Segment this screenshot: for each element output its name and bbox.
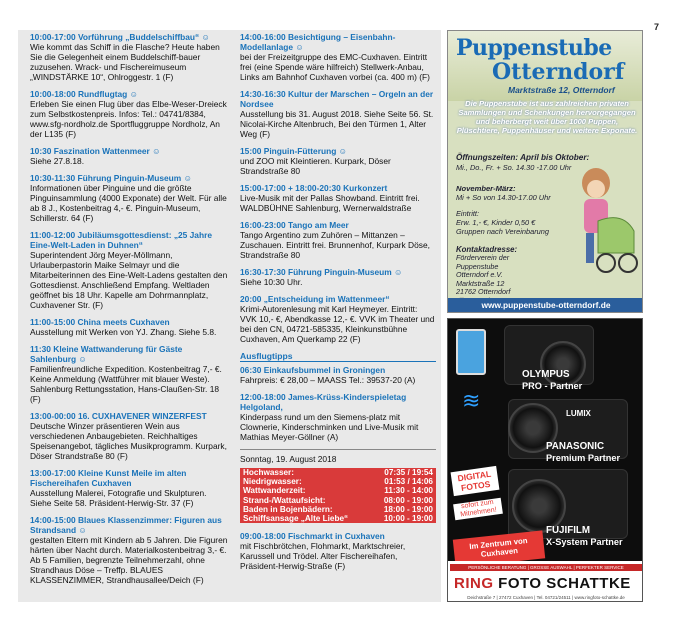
event-title: 09:00-18:00 Fischmarkt in Cuxhaven xyxy=(240,531,385,542)
event-title: 20:00 „Entscheidung im Wattenmeer“ xyxy=(240,294,390,304)
event-body: Live-Musik mit der Pallas Showband. Eintritt frei. WALDBÜHNE Sahlenburg, Wernerwaldstraße xyxy=(240,193,420,213)
event-title: 16:30-17:30 Führung Pinguin-Museum ☺ xyxy=(240,267,403,277)
event-body: Ausstellung bis 31. August 2018. Siehe Seite 56. St. Nicolai-Kirche Altenbruch, Bei den Türmen 1, Alter Weg (F) xyxy=(240,109,434,139)
event-item xyxy=(30,344,230,404)
event-item xyxy=(30,173,230,223)
event-title: 13:00-00:00 16. CUXHAVENER WINZERFEST xyxy=(30,411,207,421)
event-body: Kinderpass rund um den Siemens-platz mit Clownerie, Kinderschminken und Live-Musik mit Mathias Meyer-Göllner (A) xyxy=(240,412,419,442)
tide-table xyxy=(240,468,436,523)
partner-olympus: PRO - Partner xyxy=(522,381,583,391)
ad-title-town: Otterndorf xyxy=(492,59,625,85)
tide-label: Niedrigwasser: xyxy=(240,477,371,486)
event-body: Tango Argentino zum Zuhören – Mittanzen – Zuschauen. Eintritt frei. Brunnenhof, Kurpark Döse, Strandstraße 80 xyxy=(240,230,430,260)
brand-panasonic: PANASONIC xyxy=(546,441,605,452)
event-item xyxy=(240,220,436,260)
event-item xyxy=(30,317,230,337)
ad-admission-line: Erw. 1,- €, Kinder 0,50 € xyxy=(456,218,536,227)
tide-label: Wattwanderzeit: xyxy=(240,486,371,495)
page-number: 7 xyxy=(654,22,660,32)
sunday-date: Sonntag, 19. August 2018 xyxy=(240,449,436,464)
logo-part: RING xyxy=(454,575,494,592)
event-item xyxy=(30,89,230,139)
ringfoto-logo xyxy=(454,575,631,592)
ad-title: Puppenstube xyxy=(456,35,612,61)
event-body: Siehe 27.8.18. xyxy=(30,156,85,166)
event-item xyxy=(240,531,436,571)
event-body: Ausstellung Malerei, Fotografie und Skulpturen. Siehe Seite 58. Präsident-Herwig-Str. 37 (F) xyxy=(30,488,207,508)
event-body: Familienfreundliche Expedition. Kostenbeitrag 7,- €. Keine Anmeldung (Wattführer mit blauer Weste). Sahlenburg Rettungsstation, Hans-Claußen-Str. 18 (F) xyxy=(30,364,222,404)
brand-fujifilm: FUJIFILM xyxy=(546,525,591,536)
ad-contact-line: Förderverein der xyxy=(456,253,510,262)
ad-admission xyxy=(456,209,549,236)
instant-hint: sofort zum Mitnehmen! xyxy=(453,498,503,521)
event-item xyxy=(30,146,230,166)
event-item xyxy=(240,294,436,344)
event-item xyxy=(30,411,230,461)
ad-contact-line: Marktstraße 12 xyxy=(456,278,505,288)
wifi-icon: ≋ xyxy=(462,388,481,413)
tide-label: Baden in Bojenbädern: xyxy=(240,505,371,514)
event-body: Fahrpreis: € 28,00 – MAASS Tel.: 39537-20 (A) xyxy=(240,375,416,385)
partner-fujifilm: X-System Partner xyxy=(546,537,623,547)
tide-value: 11:30 - 14:00 xyxy=(371,486,436,495)
tide-value: 01:53 / 14:06 xyxy=(371,477,436,486)
event-title: 14:00-15:00 Blaues Klassenzimmer: Figuren aus Strandsand ☺ xyxy=(30,515,222,535)
excursion-heading: Ausflugtipps xyxy=(240,351,436,362)
brand-lumix: LUMIX xyxy=(566,409,591,418)
ad-contact-line: 21762 Otterndorf xyxy=(456,287,511,297)
tide-value: 18:00 - 19:00 xyxy=(371,505,436,514)
ad-winter-hours: Mi + So von 14.30-17.00 Uhr xyxy=(456,193,551,202)
event-body: Superintendent Jörg Meyer-Möllmann, Urlauberpastorin Maike Selmayr und die Mitarbeiterinnen des Eine-Welt-Ladens gestalten den Gottesdienst. Anschließend Empfang. Weltladen geöffnet bis 18 Uhr. Kapelle am Dohrmannplatz, Cuxhavener Str. (F) xyxy=(30,250,228,310)
event-title: 06:30 Einkaufsbummel in Groningen xyxy=(240,365,386,375)
event-column-1 xyxy=(30,32,230,592)
ad-tagline: PERSÖNLICHE BERATUNG | GROSSE AUSWAHL | PERFEKTER SERVICE xyxy=(450,564,642,571)
event-item xyxy=(240,365,436,385)
event-item xyxy=(240,89,436,139)
ad-hours: Mi., Do., Fr. + So. 14.30 -17.00 Uhr xyxy=(456,163,572,172)
event-title: 15:00 Pinguin-Fütterung ☺ xyxy=(240,146,348,156)
ad-contact-line: Puppenstube xyxy=(456,261,499,271)
logo-part: FOTO SCHATTKE xyxy=(498,575,631,592)
event-title: 16:00-23:00 Tango am Meer xyxy=(240,220,349,230)
tide-value: 08:00 - 19:00 xyxy=(371,496,436,505)
ad-admission-line: Eintritt: xyxy=(456,209,479,218)
event-body: Krimi-Autorenlesung mit Karl Heymeyer. Eintritt: VVK 10,- €, Abendkasse 12,- €. VVK im Theater und bei den CN, 04721-585335, Kleinkunstbühne Cuxhaven, Am Querkamp 22 (F) xyxy=(240,304,435,344)
tide-label: Strand-/Wattaufsicht: xyxy=(240,496,371,505)
event-item xyxy=(240,183,436,213)
event-item xyxy=(240,267,436,287)
event-body: Deutsche Winzer präsentieren Wein aus verschiedenen Anbaugebieten. Reichhaltiges Speisenangebot, tägliches Musikprogramm. Kurpark, Döser Strandstraße 80 (F) xyxy=(30,421,227,461)
event-item xyxy=(30,32,230,82)
puppenstube-ad[interactable] xyxy=(447,30,643,313)
tide-row xyxy=(240,496,436,505)
event-body: Informationen über Pinguine und die größte Pinguinsammlung (4000 Exponate) der Welt. Für alle ab 8 J., Kostenbeitrag 4,- €. Pinguin-Museum, Schillerstr. 64 (F) xyxy=(30,183,227,223)
event-item xyxy=(240,146,436,176)
event-body: mit Fischbrötchen, Flohmarkt, Marktschreier, Karussell und Trödel. Alter Fischereihafen, Präsident-Herwig-Straße (F) xyxy=(240,541,406,572)
tide-row xyxy=(240,505,436,514)
location-badge: Im Zentrum von Cuxhaven xyxy=(453,530,545,567)
event-title: 10:00-18:00 Rundflugtag ☺ xyxy=(30,89,139,99)
ad-description: Die Puppenstube ist aus zahlreichen privaten Sammlungen und Schenkungen hervorgegangen und beherbergt weit über 1000 Puppen, Plüschtiere, Puppenhäuser und weitere Exponate. xyxy=(456,99,638,135)
event-title: 14:30-16:30 Kultur der Marschen – Orgeln an der Nordsee xyxy=(240,89,434,109)
ad-contact-line: Otterndorf e.V. xyxy=(456,270,503,280)
event-body: Erleben Sie einen Flug über das Elbe-Weser-Dreieck zum Selbstkostenpreis. Infos: Tel.: 04741/8384, www.sfg-nordholz.de Sportfluggruppe Nordholz, An der L135 (F) xyxy=(30,99,227,139)
event-body: Ausstellung mit Werken von YJ. Zhang. Siehe 5.8. xyxy=(30,327,217,337)
event-item xyxy=(240,32,436,82)
event-title: 13:00-17:00 Kleine Kunst Meile im alten Fischereihafen Cuxhaven xyxy=(30,468,187,488)
ad-contact-heading: Kontaktadresse: xyxy=(456,245,518,254)
ad-address: Marktstraße 12, Otterndorf xyxy=(508,85,615,95)
event-title: 11:30 Kleine Wattwanderung für Gäste Sahlenburg ☺ xyxy=(30,344,183,364)
event-title: 10:30 Faszination Wattenmeer ☺ xyxy=(30,146,161,156)
event-title: 10:30-11:30 Führung Pinguin-Museum ☺ xyxy=(30,173,193,183)
event-title: 15:00-17:00 + 18:00-20:30 Kurkonzert xyxy=(240,183,388,193)
ad-admission-line: Gruppen nach Vereinbarung xyxy=(456,227,549,236)
partner-panasonic: Premium Partner xyxy=(546,453,621,463)
tide-row xyxy=(240,477,436,486)
ad-winter-heading: November-März: xyxy=(456,184,516,193)
event-body: und ZOO mit Kleintieren. Kurpark, Döser Strandstraße 80 xyxy=(240,156,391,176)
tide-label: Schiffsansage „Alte Liebe“ xyxy=(240,514,371,523)
tide-label: Hochwasser: xyxy=(240,468,371,477)
event-body: Wie kommt das Schiff in die Flasche? Heute haben Sie die Gelegenheit einem Buddelschiff-bauer zuzusehen. Wrack- und Fischereimuseum „WINDSTÄRKE 10“, Ohlroggestr. 1 (F) xyxy=(30,42,220,82)
tide-value: 10:00 - 19:00 xyxy=(371,514,436,523)
tide-row xyxy=(240,514,436,523)
event-title: 12:00-18:00 James-Krüss-Kinderspieletag Helgoland, xyxy=(240,392,407,412)
ad-url[interactable]: www.puppenstube-otterndorf.de xyxy=(448,298,643,312)
event-item xyxy=(30,515,230,585)
event-title: 11:00-15:00 China meets Cuxhaven xyxy=(30,317,170,327)
event-title: 14:00-16:00 Besichtigung – Eisenbahn-Modellanlage ☺ xyxy=(240,32,396,52)
event-title: 10:00-17:00 Vorführung „Buddelschiffbau“ ☺ xyxy=(30,32,211,42)
event-body: Siehe 10:30 Uhr. xyxy=(240,277,303,287)
event-item xyxy=(30,230,230,310)
event-item xyxy=(30,468,230,508)
tide-value: 07:35 / 19:54 xyxy=(371,468,436,477)
event-title: 11:00-12:00 Jubiläumsgottesdienst: „25 Jahre Eine-Welt-Laden in Duhnen“ xyxy=(30,230,212,250)
digital-photos-badge: DIGITAL FOTOS xyxy=(451,466,500,496)
ad-fineprint: Deichstraße 7 | 27472 Cuxhaven | Tel. 04721/24511 | www.ringfoto-schattke.de xyxy=(467,595,625,600)
event-item xyxy=(240,392,436,442)
doll-pram-illustration xyxy=(568,161,638,281)
ringfoto-ad[interactable] xyxy=(447,318,643,602)
tide-row xyxy=(240,486,436,495)
event-body: bei der Freizeitgruppe des EMC-Cuxhaven. Eintritt frei (eine Spende wäre hilfreich) Stellwerk-Anbau, Links am Bahnhof Cuxhaven vorbei (ca. 400 m) (F) xyxy=(240,52,430,82)
ad-hours-heading: Öffnungszeiten: April bis Oktober: xyxy=(456,153,590,162)
smartphone-icon xyxy=(456,329,486,375)
event-body: gestalten Eltern mit Kindern ab 5 Jahren. Die Figuren härten über Nacht durch. Materialkostenbeitrag 3,- €. Ab 5 Familien, begrenzte Teilnehmerzahl, ohne Strandhaus Döse – Treffp. BLAUES KLASSENZIMMER, Strandhausallee/Deich (F) xyxy=(30,535,228,585)
brand-olympus: OLYMPUS xyxy=(522,369,570,380)
event-column-2 xyxy=(240,32,436,578)
tide-row xyxy=(240,468,436,477)
